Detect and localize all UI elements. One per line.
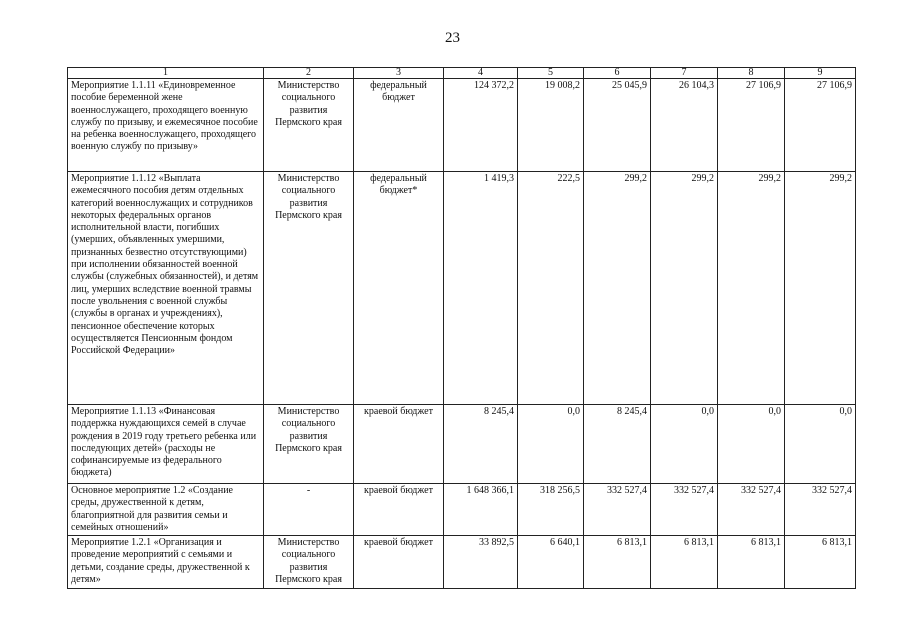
amount-col9: 27 106,9 (785, 79, 856, 172)
funding-source: краевой бюджет (354, 536, 444, 589)
amount-col7: 6 813,1 (651, 536, 718, 589)
amount-col7: 26 104,3 (651, 79, 718, 172)
column-number-row (68, 68, 856, 79)
funding-source: краевой бюджет (354, 405, 444, 484)
executor: Министерство социального развития Пермского края (264, 79, 354, 172)
amount-total: 124 372,2 (444, 79, 518, 172)
amount-col8: 27 106,9 (718, 79, 785, 172)
column-header: 4 (444, 68, 518, 79)
program-measures-table (67, 67, 856, 589)
amount-col9: 332 527,4 (785, 484, 856, 536)
table-row (68, 484, 856, 536)
column-header: 7 (651, 68, 718, 79)
funding-source: краевой бюджет (354, 484, 444, 536)
amount-total: 1 648 366,1 (444, 484, 518, 536)
column-header: 2 (264, 68, 354, 79)
amount-total: 1 419,3 (444, 172, 518, 405)
amount-total: 33 892,5 (444, 536, 518, 589)
amount-col7: 0,0 (651, 405, 718, 484)
amount-col8: 299,2 (718, 172, 785, 405)
table-row (68, 536, 856, 589)
amount-col5: 222,5 (518, 172, 584, 405)
amount-col9: 0,0 (785, 405, 856, 484)
column-header: 6 (584, 68, 651, 79)
measure-name: Мероприятие 1.1.13 «Финансовая поддержка нуждающихся семей в случае рождения в 2019 году третьего ребенка или последующих детей» (расходы не софинансируемые из федерального бюджета) (68, 405, 264, 484)
amount-col5: 6 640,1 (518, 536, 584, 589)
amount-col8: 332 527,4 (718, 484, 785, 536)
amount-col8: 0,0 (718, 405, 785, 484)
column-header: 8 (718, 68, 785, 79)
amount-total: 8 245,4 (444, 405, 518, 484)
amount-col6: 8 245,4 (584, 405, 651, 484)
column-header: 3 (354, 68, 444, 79)
amount-col9: 299,2 (785, 172, 856, 405)
funding-source: федеральный бюджет* (354, 172, 444, 405)
column-header: 5 (518, 68, 584, 79)
page-number: 23 (445, 30, 460, 46)
measure-name: Мероприятие 1.1.12 «Выплата ежемесячного пособия детям отдельных категорий военнослужащих и сотрудников некоторых федеральных органов исполнительной власти, погибших (умерших, объявленных умершими, признанных безвестно отсутствующими) при исполнении обязанностей военной службы (служебных обязанностей), и детям лиц, умерших вследствие военной травмы после увольнения с военной службы (службы в органах и учреждениях), пенсионное обеспечение которых осуществляется Пенсионным фондом Российской Федерации» (68, 172, 264, 405)
amount-col6: 25 045,9 (584, 79, 651, 172)
amount-col5: 318 256,5 (518, 484, 584, 536)
executor: - (264, 484, 354, 536)
table-row (68, 79, 856, 172)
amount-col7: 332 527,4 (651, 484, 718, 536)
amount-col6: 299,2 (584, 172, 651, 405)
column-header: 1 (68, 68, 264, 79)
funding-source: федеральный бюджет (354, 79, 444, 172)
measure-name: Мероприятие 1.2.1 «Организация и проведение мероприятий с семьями и детьми, создание среды, дружественной к детям» (68, 536, 264, 589)
amount-col7: 299,2 (651, 172, 718, 405)
amount-col6: 6 813,1 (584, 536, 651, 589)
amount-col5: 19 008,2 (518, 79, 584, 172)
executor: Министерство социального развития Пермского края (264, 405, 354, 484)
measure-name: Мероприятие 1.1.11 «Единовременное пособие беременной жене военнослужащего, проходящего военную службу по призыву, и ежемесячное пособие на ребенка военнослужащего, проходящего военную службу по призыву» (68, 79, 264, 172)
amount-col9: 6 813,1 (785, 536, 856, 589)
table-row (68, 172, 856, 405)
executor: Министерство социального развития Пермского края (264, 536, 354, 589)
amount-col6: 332 527,4 (584, 484, 651, 536)
measure-name: Основное мероприятие 1.2 «Создание среды, дружественной к детям, благоприятной для развития семьи и семейных отношений» (68, 484, 264, 536)
amount-col5: 0,0 (518, 405, 584, 484)
amount-col8: 6 813,1 (718, 536, 785, 589)
column-header: 9 (785, 68, 856, 79)
table-row (68, 405, 856, 484)
executor: Министерство социального развития Пермского края (264, 172, 354, 405)
